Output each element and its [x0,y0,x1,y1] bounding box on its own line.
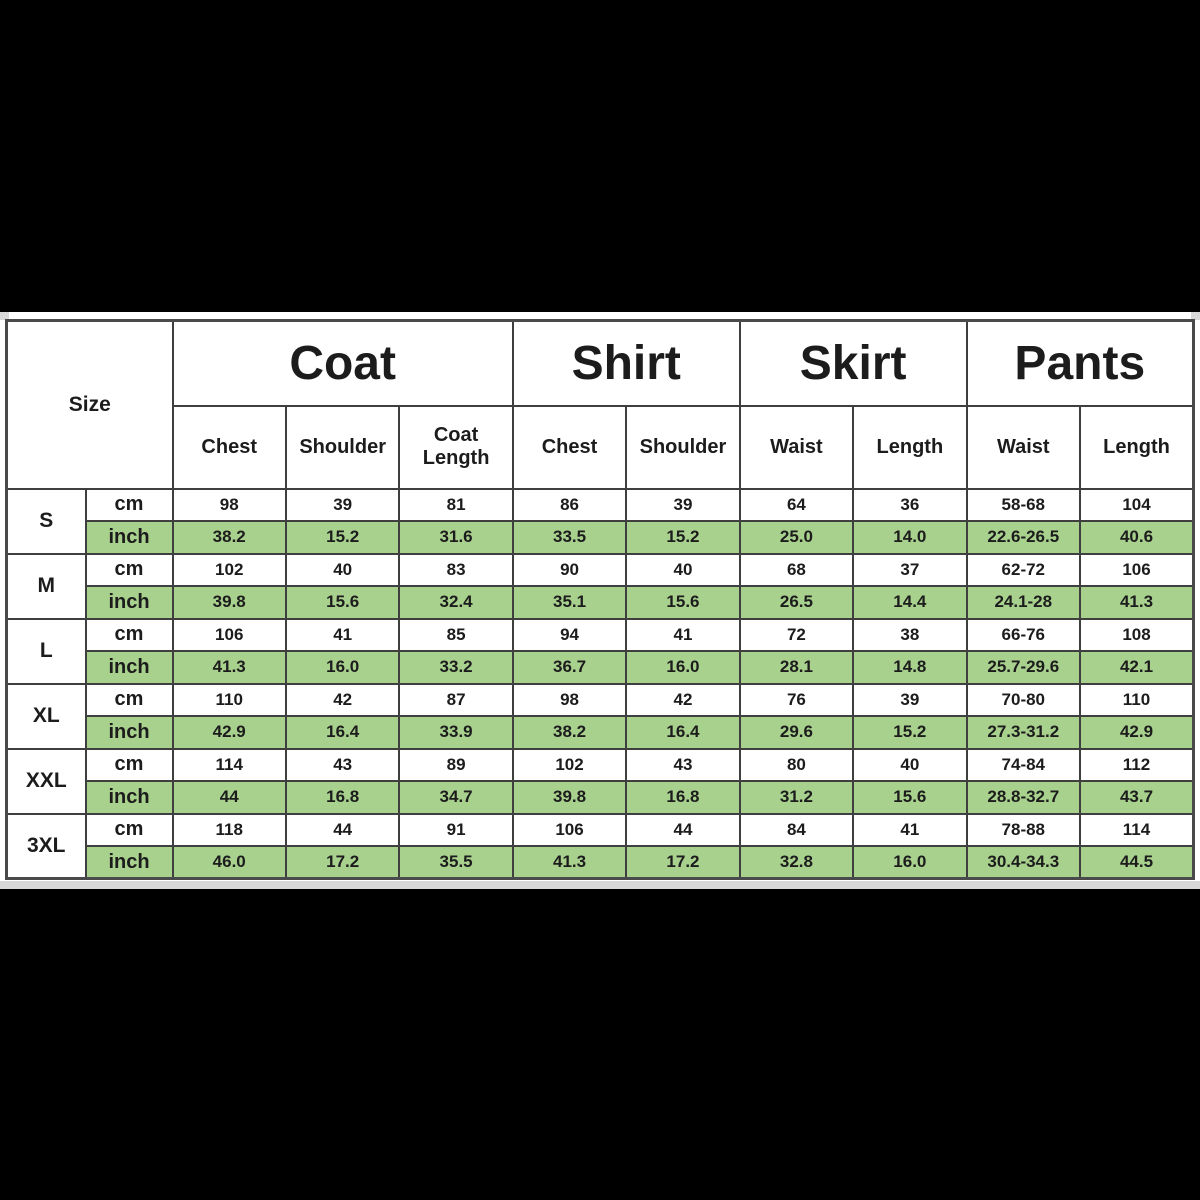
unit-label-inch: inch [86,716,173,749]
value-cell: 15.2 [853,716,966,749]
value-cell: 85 [399,619,512,652]
group-header-shirt: Shirt [513,321,740,406]
col-header-pants-waist: Waist [967,406,1080,489]
value-cell: 44.5 [1080,846,1194,879]
value-cell: 110 [173,684,286,717]
value-cell: 72 [740,619,853,652]
value-cell: 17.2 [626,846,739,879]
row-s-inch [7,521,1194,554]
value-cell: 16.8 [626,781,739,814]
value-cell: 39 [626,489,739,522]
value-cell: 14.8 [853,651,966,684]
size-chart-table [5,319,1195,880]
value-cell: 89 [399,749,512,782]
col-header-shirt-shoulder: Shoulder [626,406,739,489]
value-cell: 86 [513,489,626,522]
value-cell: 34.7 [399,781,512,814]
value-cell: 118 [173,814,286,847]
value-cell: 39.8 [173,586,286,619]
value-cell: 44 [286,814,399,847]
row-3xl-inch [7,846,1194,879]
col-header-coat-chest: Chest [173,406,286,489]
row-xxl-inch [7,781,1194,814]
value-cell: 46.0 [173,846,286,879]
value-cell: 91 [399,814,512,847]
value-cell: 16.4 [286,716,399,749]
value-cell: 36 [853,489,966,522]
unit-label-cm: cm [86,814,173,847]
value-cell: 83 [399,554,512,587]
value-cell: 62-72 [967,554,1080,587]
col-header-skirt-waist: Waist [740,406,853,489]
value-cell: 38 [853,619,966,652]
value-cell: 106 [173,619,286,652]
row-3xl-cm [7,814,1194,847]
value-cell: 102 [173,554,286,587]
value-cell: 15.2 [286,521,399,554]
value-cell: 42 [626,684,739,717]
unit-label-cm: cm [86,554,173,587]
value-cell: 42.9 [1080,716,1194,749]
unit-label-cm: cm [86,684,173,717]
value-cell: 42.1 [1080,651,1194,684]
row-xl-cm [7,684,1194,717]
value-cell: 15.6 [853,781,966,814]
value-cell: 106 [513,814,626,847]
unit-label-cm: cm [86,619,173,652]
value-cell: 15.6 [286,586,399,619]
value-cell: 106 [1080,554,1194,587]
value-cell: 14.0 [853,521,966,554]
value-cell: 66-76 [967,619,1080,652]
value-cell: 104 [1080,489,1194,522]
size-label-xxl: XXL [7,749,86,814]
unit-label-inch: inch [86,781,173,814]
value-cell: 35.1 [513,586,626,619]
col-header-coat-length [399,406,512,489]
size-label-xl: XL [7,684,86,749]
value-cell: 42 [286,684,399,717]
value-cell: 64 [740,489,853,522]
value-cell: 31.2 [740,781,853,814]
value-cell: 41 [286,619,399,652]
value-cell: 108 [1080,619,1194,652]
value-cell: 44 [626,814,739,847]
value-cell: 26.5 [740,586,853,619]
unit-label-cm: cm [86,749,173,782]
size-label-s: S [7,489,86,554]
value-cell: 38.2 [173,521,286,554]
panel-bottom-strip [0,881,1200,889]
row-m-inch [7,586,1194,619]
value-cell: 41 [626,619,739,652]
value-cell: 25.7-29.6 [967,651,1080,684]
value-cell: 39 [286,489,399,522]
value-cell: 24.1-28 [967,586,1080,619]
value-cell: 28.1 [740,651,853,684]
value-cell: 31.6 [399,521,512,554]
value-cell: 38.2 [513,716,626,749]
value-cell: 41.3 [1080,586,1194,619]
col-header-pants-length: Length [1080,406,1194,489]
unit-label-inch: inch [86,846,173,879]
value-cell: 58-68 [967,489,1080,522]
header-group-row [7,321,1194,406]
row-xl-inch [7,716,1194,749]
row-xxl-cm [7,749,1194,782]
value-cell: 16.0 [853,846,966,879]
value-cell: 29.6 [740,716,853,749]
row-s-cm [7,489,1194,522]
value-cell: 102 [513,749,626,782]
value-cell: 15.2 [626,521,739,554]
value-cell: 87 [399,684,512,717]
value-cell: 43.7 [1080,781,1194,814]
value-cell: 17.2 [286,846,399,879]
value-cell: 41.3 [173,651,286,684]
value-cell: 41.3 [513,846,626,879]
unit-label-cm: cm [86,489,173,522]
size-corner-header: Size [7,321,173,489]
group-header-pants: Pants [967,321,1194,406]
value-cell: 42.9 [173,716,286,749]
value-cell: 32.8 [740,846,853,879]
unit-label-inch: inch [86,586,173,619]
value-cell: 41 [853,814,966,847]
value-cell: 36.7 [513,651,626,684]
value-cell: 14.4 [853,586,966,619]
value-cell: 114 [173,749,286,782]
value-cell: 16.0 [286,651,399,684]
value-cell: 16.8 [286,781,399,814]
value-cell: 22.6-26.5 [967,521,1080,554]
row-l-inch [7,651,1194,684]
row-m-cm [7,554,1194,587]
value-cell: 110 [1080,684,1194,717]
value-cell: 70-80 [967,684,1080,717]
value-cell: 44 [173,781,286,814]
group-header-skirt: Skirt [740,321,967,406]
value-cell: 81 [399,489,512,522]
value-cell: 43 [286,749,399,782]
col-header-coat-shoulder: Shoulder [286,406,399,489]
header-subcolumn-row [7,406,1194,489]
unit-label-inch: inch [86,521,173,554]
unit-label-inch: inch [86,651,173,684]
value-cell: 33.2 [399,651,512,684]
value-cell: 15.6 [626,586,739,619]
value-cell: 16.0 [626,651,739,684]
value-cell: 16.4 [626,716,739,749]
col-header-skirt-length: Length [853,406,966,489]
value-cell: 39.8 [513,781,626,814]
size-label-l: L [7,619,86,684]
col-header-coat-length-label: Coat Length [422,424,490,469]
value-cell: 33.9 [399,716,512,749]
group-header-coat: Coat [173,321,513,406]
size-label-3xl: 3XL [7,814,86,879]
value-cell: 43 [626,749,739,782]
value-cell: 39 [853,684,966,717]
value-cell: 80 [740,749,853,782]
value-cell: 28.8-32.7 [967,781,1080,814]
value-cell: 40 [853,749,966,782]
value-cell: 40 [626,554,739,587]
value-cell: 78-88 [967,814,1080,847]
value-cell: 30.4-34.3 [967,846,1080,879]
value-cell: 37 [853,554,966,587]
value-cell: 68 [740,554,853,587]
row-l-cm [7,619,1194,652]
value-cell: 114 [1080,814,1194,847]
col-header-shirt-chest: Chest [513,406,626,489]
value-cell: 84 [740,814,853,847]
value-cell: 40.6 [1080,521,1194,554]
value-cell: 33.5 [513,521,626,554]
value-cell: 32.4 [399,586,512,619]
value-cell: 35.5 [399,846,512,879]
value-cell: 74-84 [967,749,1080,782]
value-cell: 94 [513,619,626,652]
value-cell: 40 [286,554,399,587]
value-cell: 98 [173,489,286,522]
value-cell: 90 [513,554,626,587]
size-chart-body [7,321,1194,879]
size-label-m: M [7,554,86,619]
value-cell: 98 [513,684,626,717]
value-cell: 112 [1080,749,1194,782]
value-cell: 27.3-31.2 [967,716,1080,749]
value-cell: 76 [740,684,853,717]
value-cell: 25.0 [740,521,853,554]
